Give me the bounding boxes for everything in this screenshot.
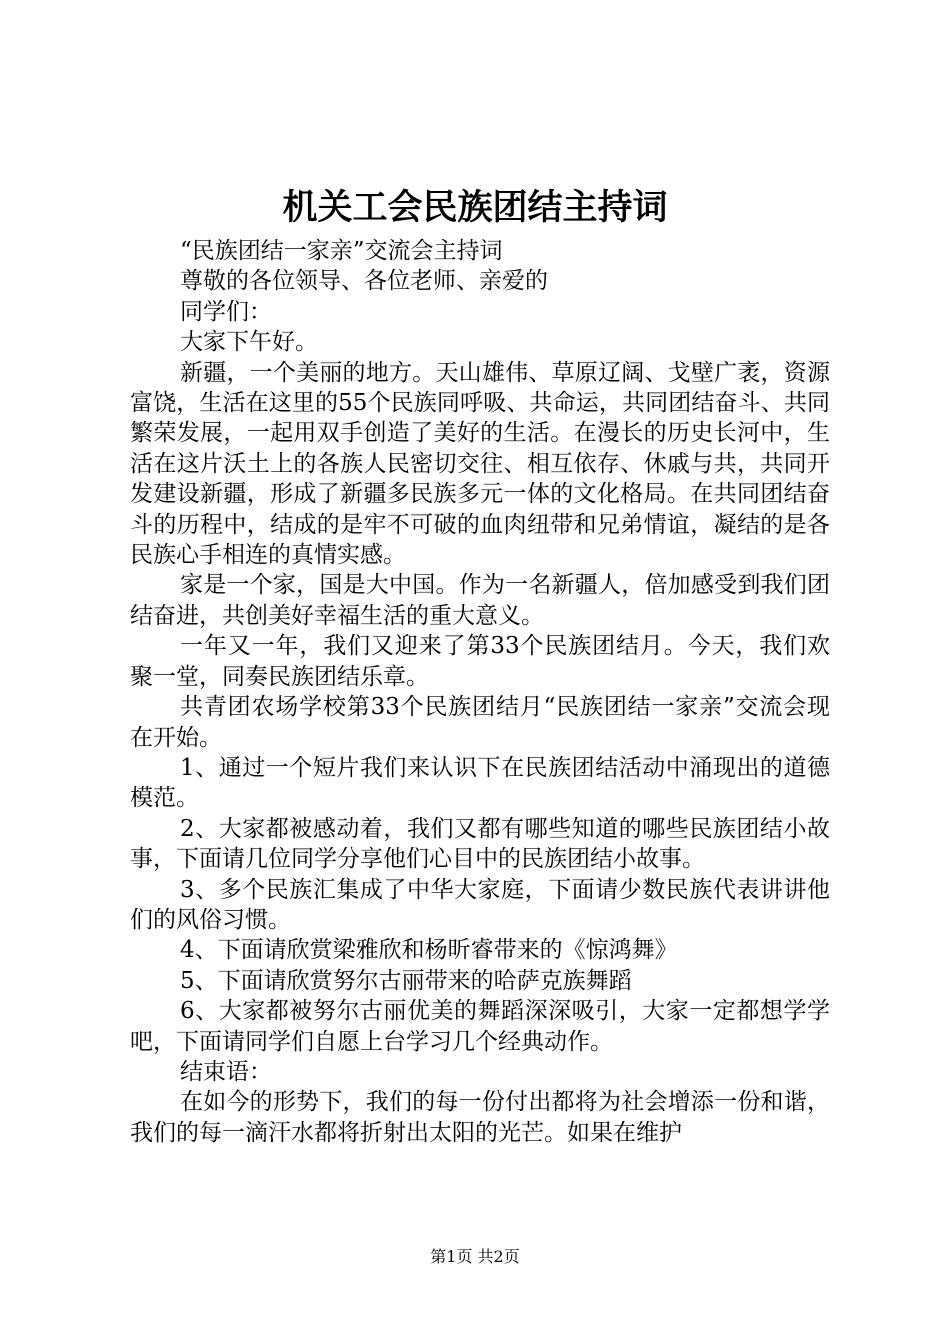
page-footer: 第1页 共2页 xyxy=(430,1247,520,1266)
document-body xyxy=(130,236,830,1148)
paragraph-16: 在如今的形势下，我们的每一份付出都将为社会增添一份和谐，我们的每一滴汗水都将折射出太阳的光芒。如果在维护 xyxy=(130,1089,830,1146)
paragraph-3: 同学们： xyxy=(180,298,272,325)
paragraph-1: “民族团结一家亲”交流会主持词 xyxy=(180,238,503,264)
paragraph-9: 1、通过一个短片我们来认识下在民族团结活动中涌现出的道德模范。 xyxy=(130,754,830,812)
document-title: 机关工会民族团结主持词 xyxy=(282,187,668,228)
paragraph-12: 4、下面请欣赏梁雅欣和杨昕睿带来的《惊鸿舞》 xyxy=(180,937,678,964)
paragraph-7: 一年又一年，我们又迎来了第33个民族团结月。今天，我们欢聚一堂，同奏民族团结乐章。 xyxy=(130,633,830,690)
paragraph-14: 6、大家都被努尔古丽优美的舞蹈深深吸引，大家一定都想学学吧，下面请同学们自愿上台学习几个经典动作。 xyxy=(130,998,830,1055)
paragraph-11: 3、多个民族汇集成了中华大家庭，下面请少数民族代表讲讲他们的风俗习惯。 xyxy=(130,876,830,933)
paragraph-15: 结束语： xyxy=(180,1058,272,1085)
paragraph-13: 5、下面请欣赏努尔古丽带来的哈萨克族舞蹈 xyxy=(180,967,632,994)
paragraph-5: 新疆，一个美丽的地方。天山雄伟、草原辽阔、戈壁广袤，资源富饶，生活在这里的55个民族同呼吸、共命运，共同团结奋斗、共同繁荣发展，一起用双手创造了美好的生活。在漫长的历史长河中，生活在这片沃土上的各族人民密切交往、相互依存、休戚与共，共同开发建设新疆，形成了新疆多民族多元一体的文化格局。在共同团结奋斗的历程中，结成的是牢不可破的血肉纽带和兄弟情谊，凝结的是各民族心手相连的真情实感。 xyxy=(130,359,830,569)
paragraph-8: 共青团农场学校第33个民族团结月“民族团结一家亲”交流会现在开始。 xyxy=(130,694,830,751)
paragraph-10: 2、大家都被感动着，我们又都有哪些知道的哪些民族团结小故事，下面请几位同学分享他们心目中的民族团结小故事。 xyxy=(130,815,830,873)
paragraph-6: 家是一个家，国是大中国。作为一名新疆人，倍加感受到我们团结奋进，共创美好幸福生活的重大意义。 xyxy=(130,572,830,629)
paragraph-4: 大家下午好。 xyxy=(180,329,318,356)
paragraph-2: 尊敬的各位领导、各位老师、亲爱的 xyxy=(180,268,548,295)
